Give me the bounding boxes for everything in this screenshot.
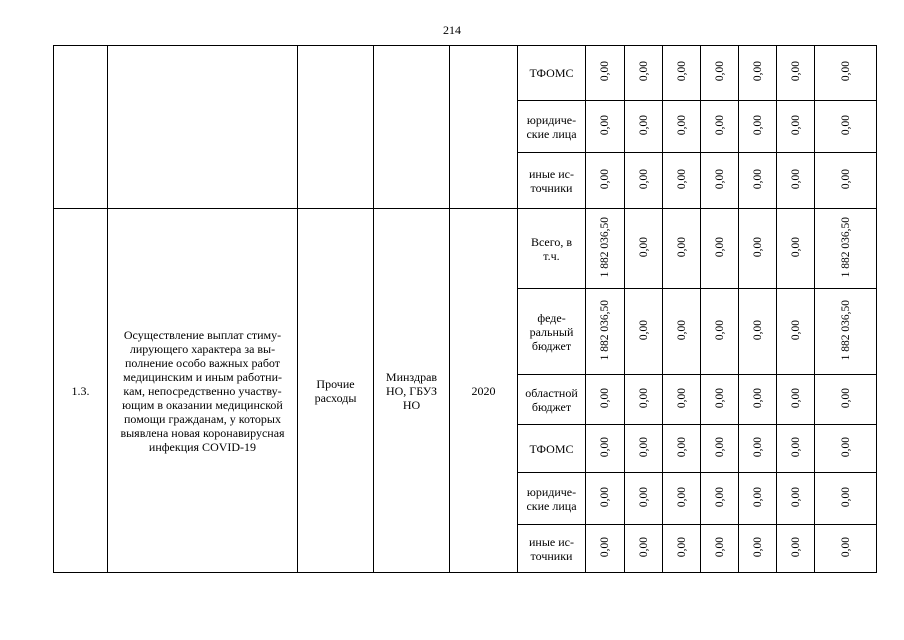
value-text: 0,00 [637,168,650,190]
value-text: 0,00 [789,319,802,341]
expense-type-text: Прочие расходы [314,376,357,405]
value-text: 0,00 [713,387,726,409]
year-value-cell [625,46,663,101]
value-text: 0,00 [675,61,688,82]
funding-source-label: феде- ральный бюджет [529,310,574,353]
year-value-cell [663,289,701,375]
year-value-cell [701,289,739,375]
total-value-cell [815,101,877,153]
year-value-cell [663,209,701,289]
funding-source-label: иные ис- точники [529,166,574,195]
value-text: 0,00 [789,168,802,190]
total-value-cell [815,209,877,289]
year-value-cell [777,473,815,525]
year-value-cell [586,525,625,573]
value-text: 0,00 [637,319,650,341]
value-text: 0,00 [839,114,852,136]
value-text: 0,00 [751,486,764,508]
value-text: 0,00 [713,436,726,458]
value-text: 0,00 [839,436,852,458]
year-value-cell [663,101,701,153]
funding-source-cell [518,209,586,289]
item-description-text: Осуществление выплат стиму- лирующего характера за вы- полнение особо важных работ медицинским и иным работни- кам, непосредственно участву- ющим в оказании медицинской помощи гражданам, у которых выявлена новая коронавирусная инфекция COVID-19 [120,327,285,454]
value-text: 0,00 [599,387,611,409]
year-value-cell [586,209,625,289]
year-value-cell [625,101,663,153]
executor-text: Минздрав НО, ГБУЗ НО [385,369,438,412]
funding-source-cell [518,46,586,101]
total-value-cell [815,153,877,209]
value-text: 0,00 [675,436,688,458]
year-value-cell [739,375,777,425]
item-number-cell [54,209,108,573]
year-value-cell [586,153,625,209]
value-text: 0,00 [789,236,802,258]
funding-source-cell [518,525,586,573]
year-value-cell [625,473,663,525]
year-value-cell [739,46,777,101]
value-text: 0,00 [637,61,650,82]
year-value-cell [586,375,625,425]
value-text: 0,00 [675,536,688,558]
year-value-cell [663,473,701,525]
value-text: 0,00 [751,387,764,409]
year-value-cell [663,46,701,101]
year-value-cell [663,425,701,473]
value-text: 0,00 [713,486,726,508]
year-value-cell [586,101,625,153]
total-value-cell [815,289,877,375]
year-cell [450,209,518,573]
year-value-cell [701,101,739,153]
funding-source-label: ТФОМС [529,66,574,80]
funding-source-cell [518,101,586,153]
year-value-cell [701,425,739,473]
number-cell-empty [54,46,108,209]
year-cell-empty [450,46,518,209]
value-text: 0,00 [789,436,802,458]
year-value-cell [739,425,777,473]
executor-cell [374,209,450,573]
value-text: 0,00 [713,168,726,190]
page-number: 214 [443,23,461,37]
value-text: 0,00 [751,536,764,558]
value-text: 0,00 [599,486,611,508]
value-text: 0,00 [751,114,764,136]
value-text: 0,00 [789,61,802,82]
value-text: 0,00 [637,114,650,136]
funding-source-label: юридиче- ские лица [526,484,577,513]
year-value-cell [701,153,739,209]
value-text: 0,00 [789,114,802,136]
value-text: 0,00 [789,387,802,409]
year-value-cell [739,209,777,289]
value-text: 0,00 [839,387,852,409]
year-value-cell [625,289,663,375]
year-value-cell [625,209,663,289]
total-value-cell [815,525,877,573]
value-text: 0,00 [839,168,852,190]
funding-source-label: иные ис- точники [529,534,574,563]
expense-type-cell-empty [298,46,374,209]
value-text: 0,00 [789,486,802,508]
value-text: 0,00 [751,436,764,458]
funding-source-cell [518,425,586,473]
year-value-cell [625,375,663,425]
value-text: 0,00 [599,114,611,136]
value-text: 0,00 [713,536,726,558]
value-text: 0,00 [789,536,802,558]
year-value-cell [777,101,815,153]
value-text: 0,00 [713,319,726,341]
value-text: 1 882 036,50 [839,216,852,278]
value-text: 0,00 [675,387,688,409]
year-value-cell [739,153,777,209]
total-value-cell [815,46,877,101]
year-value-cell [739,101,777,153]
value-text: 0,00 [599,61,611,82]
year-value-cell [701,209,739,289]
year-value-cell [663,153,701,209]
value-text: 0,00 [675,168,688,190]
year-value-cell [777,209,815,289]
value-text: 0,00 [713,114,726,136]
value-text: 0,00 [751,319,764,341]
total-value-cell [815,425,877,473]
value-text: 0,00 [637,486,650,508]
budget-table [53,45,877,573]
year-value-cell [701,375,739,425]
year-value-cell [625,153,663,209]
value-text: 1 882 036,50 [599,216,611,278]
value-text: 0,00 [637,436,650,458]
value-text: 0,00 [675,486,688,508]
value-text: 0,00 [599,436,611,458]
year-value-cell [586,473,625,525]
funding-source-label: юридиче- ские лица [526,112,577,141]
value-text: 1 882 036,50 [839,299,852,361]
value-text: 0,00 [839,536,852,558]
year-value-cell [777,289,815,375]
year-value-cell [777,525,815,573]
funding-source-label: областной бюджет [525,385,578,414]
funding-source-label: ТФОМС [529,441,574,456]
value-text: 0,00 [675,319,688,341]
value-text: 0,00 [599,536,611,558]
funding-source-cell [518,289,586,375]
year-value-cell [739,473,777,525]
year-value-cell [777,153,815,209]
item-description-cell [108,209,298,573]
year-value-cell [777,375,815,425]
value-text: 0,00 [713,61,726,82]
year-value-cell [663,525,701,573]
year-value-cell [701,46,739,101]
year-text: 2020 [471,383,496,398]
total-value-cell [815,473,877,525]
description-cell-empty [108,46,298,209]
value-text: 0,00 [839,61,852,82]
year-value-cell [586,425,625,473]
year-value-cell [625,425,663,473]
value-text: 0,00 [713,236,726,258]
value-text: 0,00 [637,536,650,558]
funding-source-cell [518,153,586,209]
value-text: 0,00 [839,486,852,508]
item-number-text: 1.3. [71,383,90,398]
funding-source-cell [518,473,586,525]
year-value-cell [663,375,701,425]
value-text: 0,00 [637,236,650,258]
table-row [54,46,877,101]
funding-source-cell [518,375,586,425]
value-text: 0,00 [751,61,764,82]
total-value-cell [815,375,877,425]
expense-type-cell [298,209,374,573]
year-value-cell [739,289,777,375]
year-value-cell [701,525,739,573]
year-value-cell [586,289,625,375]
funding-source-label: Всего, в т.ч. [530,234,573,263]
year-value-cell [625,525,663,573]
year-value-cell [586,46,625,101]
value-text: 0,00 [675,114,688,136]
year-value-cell [739,525,777,573]
value-text: 0,00 [599,168,611,190]
executor-cell-empty [374,46,450,209]
table-row [54,209,877,289]
value-text: 0,00 [675,236,688,258]
year-value-cell [777,46,815,101]
value-text: 0,00 [751,236,764,258]
year-value-cell [777,425,815,473]
year-value-cell [701,473,739,525]
value-text: 0,00 [751,168,764,190]
value-text: 0,00 [637,387,650,409]
value-text: 1 882 036,50 [599,299,611,361]
